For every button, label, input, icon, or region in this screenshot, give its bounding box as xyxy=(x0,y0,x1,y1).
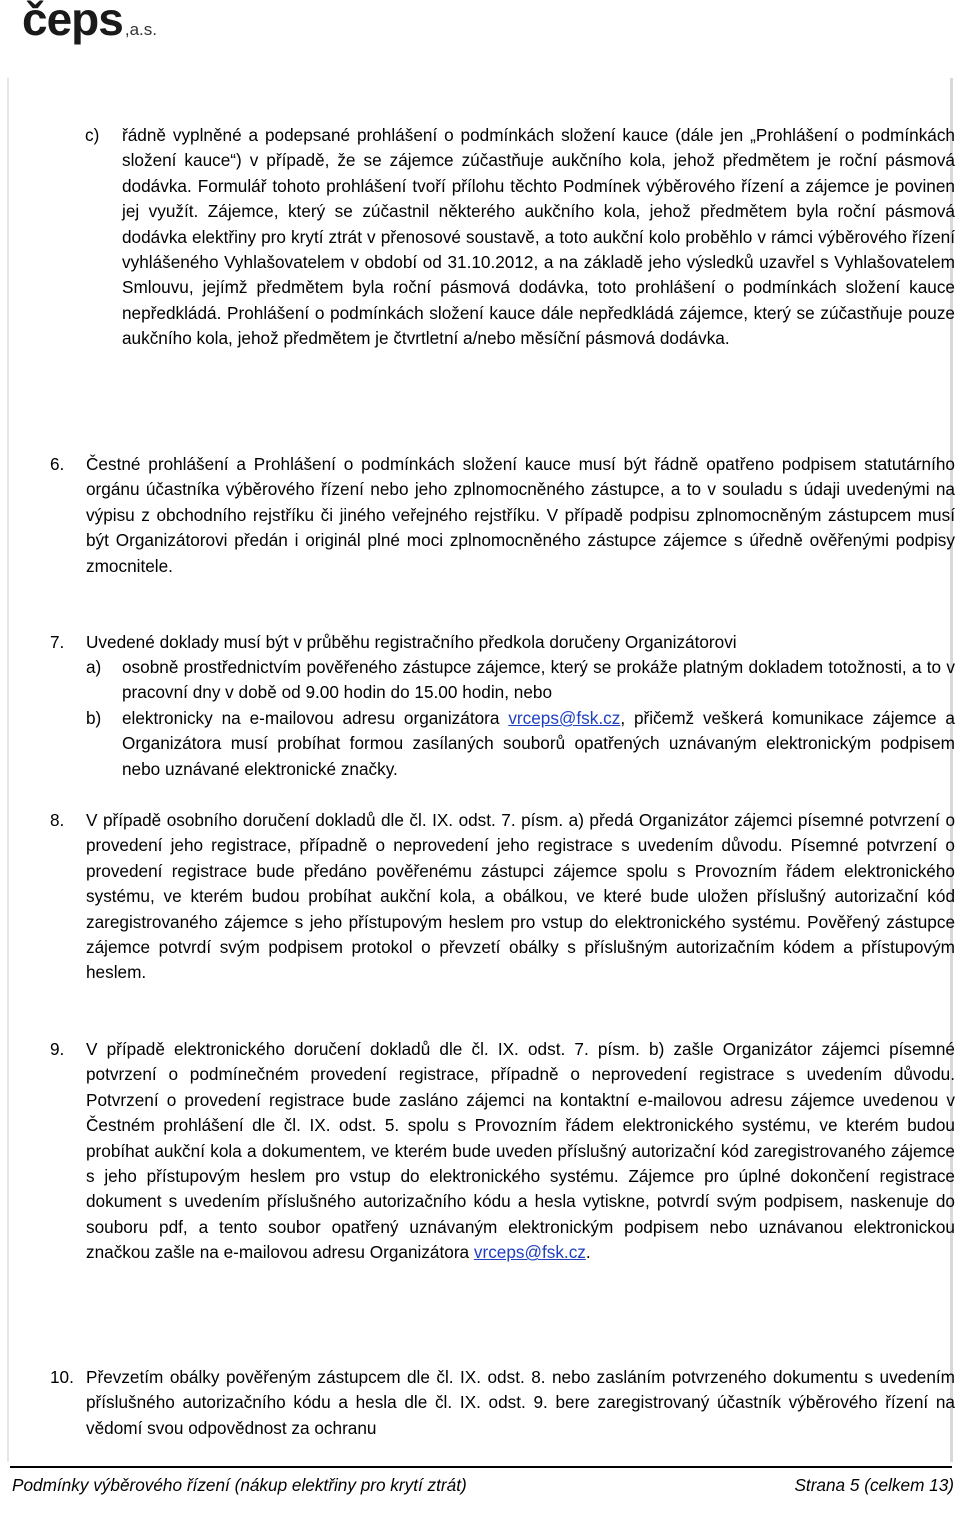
item-7b-text-after: , přičemž veškerá komunikace zájemce a Organizátora musí probíhat formou zasílaných souborů opatřených uznávaným elektronickým podpisem nebo uznávané elektronické značky. xyxy=(122,708,955,779)
item-7b-text-before: elektronicky na e-mailovou adresu organizátora xyxy=(122,708,509,728)
item-7b-marker: b) xyxy=(86,708,102,728)
item-9-text-body: V případě elektronického doručení dokladů dle čl. IX. odst. 7. písm. b) zašle Organizátor zájemci písemné potvrzení o podmínečném provedení registrace, případně o neprovedení registrace s uvedením důvodu. Potvrzení o provedení registrace bude zasláno zájemci na kontaktní e-mailovou adresu zájemce uvedenou v Čestném prohlášení dle čl. IX. odst. 5. spolu s Provozním řádem elektronického systému, ve kterém budou probíhat aukční kola a dokumentem, ve kterém bude uveden příslušný autorizační kód zaregistrovaného zájemce s jeho přístupovým heslem pro vstup do elektronického systému. Zájemce pro úplné dokončení registrace dokument s uvedením příslušného autorizačního kódu a hesla vytiskne, potvrdí svým podpisem, naskenuje do souboru pdf, a tento soubor opatřený uznávaným elektronickým podpisem nebo uznávanou elektronickou značkou zašle na e-mailovou adresu Organizátora xyxy=(86,1039,955,1263)
item-7b-text xyxy=(122,706,955,782)
item-9-marker: 9. xyxy=(50,1039,65,1059)
item-7a-text: osobně prostřednictvím pověřeného zástupce zájemce, který se prokáže platným dokladem totožnosti, a to v pracovní dny v době od 9.00 hodin do 15.00 hodin, nebo xyxy=(122,657,955,703)
item-c-text: řádně vyplněné a podepsané prohlášení o podmínkách složení kauce (dále jen „Prohlášení o podmínkách složení kauce“) v případě, že se zájemce zúčastňuje aukčního kola, jehož předmětem je roční pásmová dodávka. Formulář tohoto prohlášení tvoří přílohu těchto Podmínek výběrového řízení a zájemce je povinen jej využít. Zájemce, který se zúčastnil některého aukčního kola, jehož předmětem byla roční pásmová dodávka elektřiny pro krytí ztrát v přenosové soustavě, a toto aukční kolo proběhlo v rámci výběrového řízení vyhlášeného Vyhlašovatelem v období od 31.10.2012, a na základě jeho výsledků uzavřel s Vyhlašovatelem Smlouvu, jejímž předmětem byla roční pásmová dodávka, toto prohlášení o podmínkách složení kauce nepředkládá. Prohlášení o podmínkách složení kauce dále nepředkládá zájemce, který se zúčastňuje pouze aukčního kola, jehož předmětem je čtvrtletní a/nebo měsíční pásmová dodávka. xyxy=(122,125,955,349)
logo-suffix-text: ,a.s. xyxy=(124,20,157,39)
item-10-marker: 10. xyxy=(50,1367,74,1387)
item-c-marker: c) xyxy=(85,125,100,145)
item-9-text-after: . xyxy=(585,1242,591,1263)
item-7a-marker: a) xyxy=(86,657,102,677)
item-7-text: Uvedené doklady musí být v průběhu registračního předkola doručeny Organizátorovi xyxy=(86,632,737,652)
email-link-9[interactable]: vrceps@fsk.cz xyxy=(473,1242,586,1263)
footer-document-title: Podmínky výběrového řízení (nákup elektřiny pro krytí ztrát) xyxy=(12,1475,467,1495)
ceps-logo xyxy=(22,0,157,52)
item-8-marker: 8. xyxy=(50,810,65,830)
item-7-marker: 7. xyxy=(50,632,65,652)
item-10-text: Převzetím obálky pověřeným zástupcem dle čl. IX. odst. 8. nebo zasláním potvrzeného dokumentu s uvedením příslušného autorizačního kódu a hesla dle čl. IX. odst. 9. bere zaregistrovaný účastník výběrového řízení na vědomí svou odpovědnost za ochranu xyxy=(86,1367,955,1438)
email-link-7b[interactable]: vrceps@fsk.cz xyxy=(508,708,621,728)
footer-divider xyxy=(10,1466,952,1468)
item-9-text xyxy=(86,1037,955,1266)
logo-main-text: čeps xyxy=(22,0,123,45)
item-6-text: Čestné prohlášení a Prohlášení o podmínkách složení kauce musí být řádně opatřeno podpisem statutárního orgánu účastníka výběrového řízení nebo jeho zplnomocněného zástupce, a to v souladu s údaji uvedenými na výpisu z obchodního rejstříku či jiného veřejného rejstříku. V případě podpisu zplnomocněným zástupcem musí být Organizátorovi předán i originál plné moci zplnomocněného zástupce zájemce s úředně ověřenými podpisy zmocnitele. xyxy=(86,454,955,576)
item-8-text: V případě osobního doručení dokladů dle čl. IX. odst. 7. písm. a) předá Organizátor zájemci písemné potvrzení o provedení jeho registrace, případně o neprovedení jeho registrace s uvedením důvodu. Písemné potvrzení o provedení registrace bude předáno pověřenému zástupci zájemce spolu s Provozním řádem elektronického systému, ve kterém budou probíhat aukční kola, a obálkou, ve které bude uložen příslušný autorizační kód zaregistrovaného zájemce s jeho přístupovým heslem pro vstup do elektronického systému. Pověřený zástupce zájemce potvrdí svým podpisem protokol o převzetí obálky s příslušným autorizačním kódem a přístupovým heslem. xyxy=(86,810,955,983)
left-margin-rule xyxy=(7,78,9,1462)
footer-page-number: Strana 5 (celkem 13) xyxy=(794,1475,954,1495)
item-6-marker: 6. xyxy=(50,454,65,474)
